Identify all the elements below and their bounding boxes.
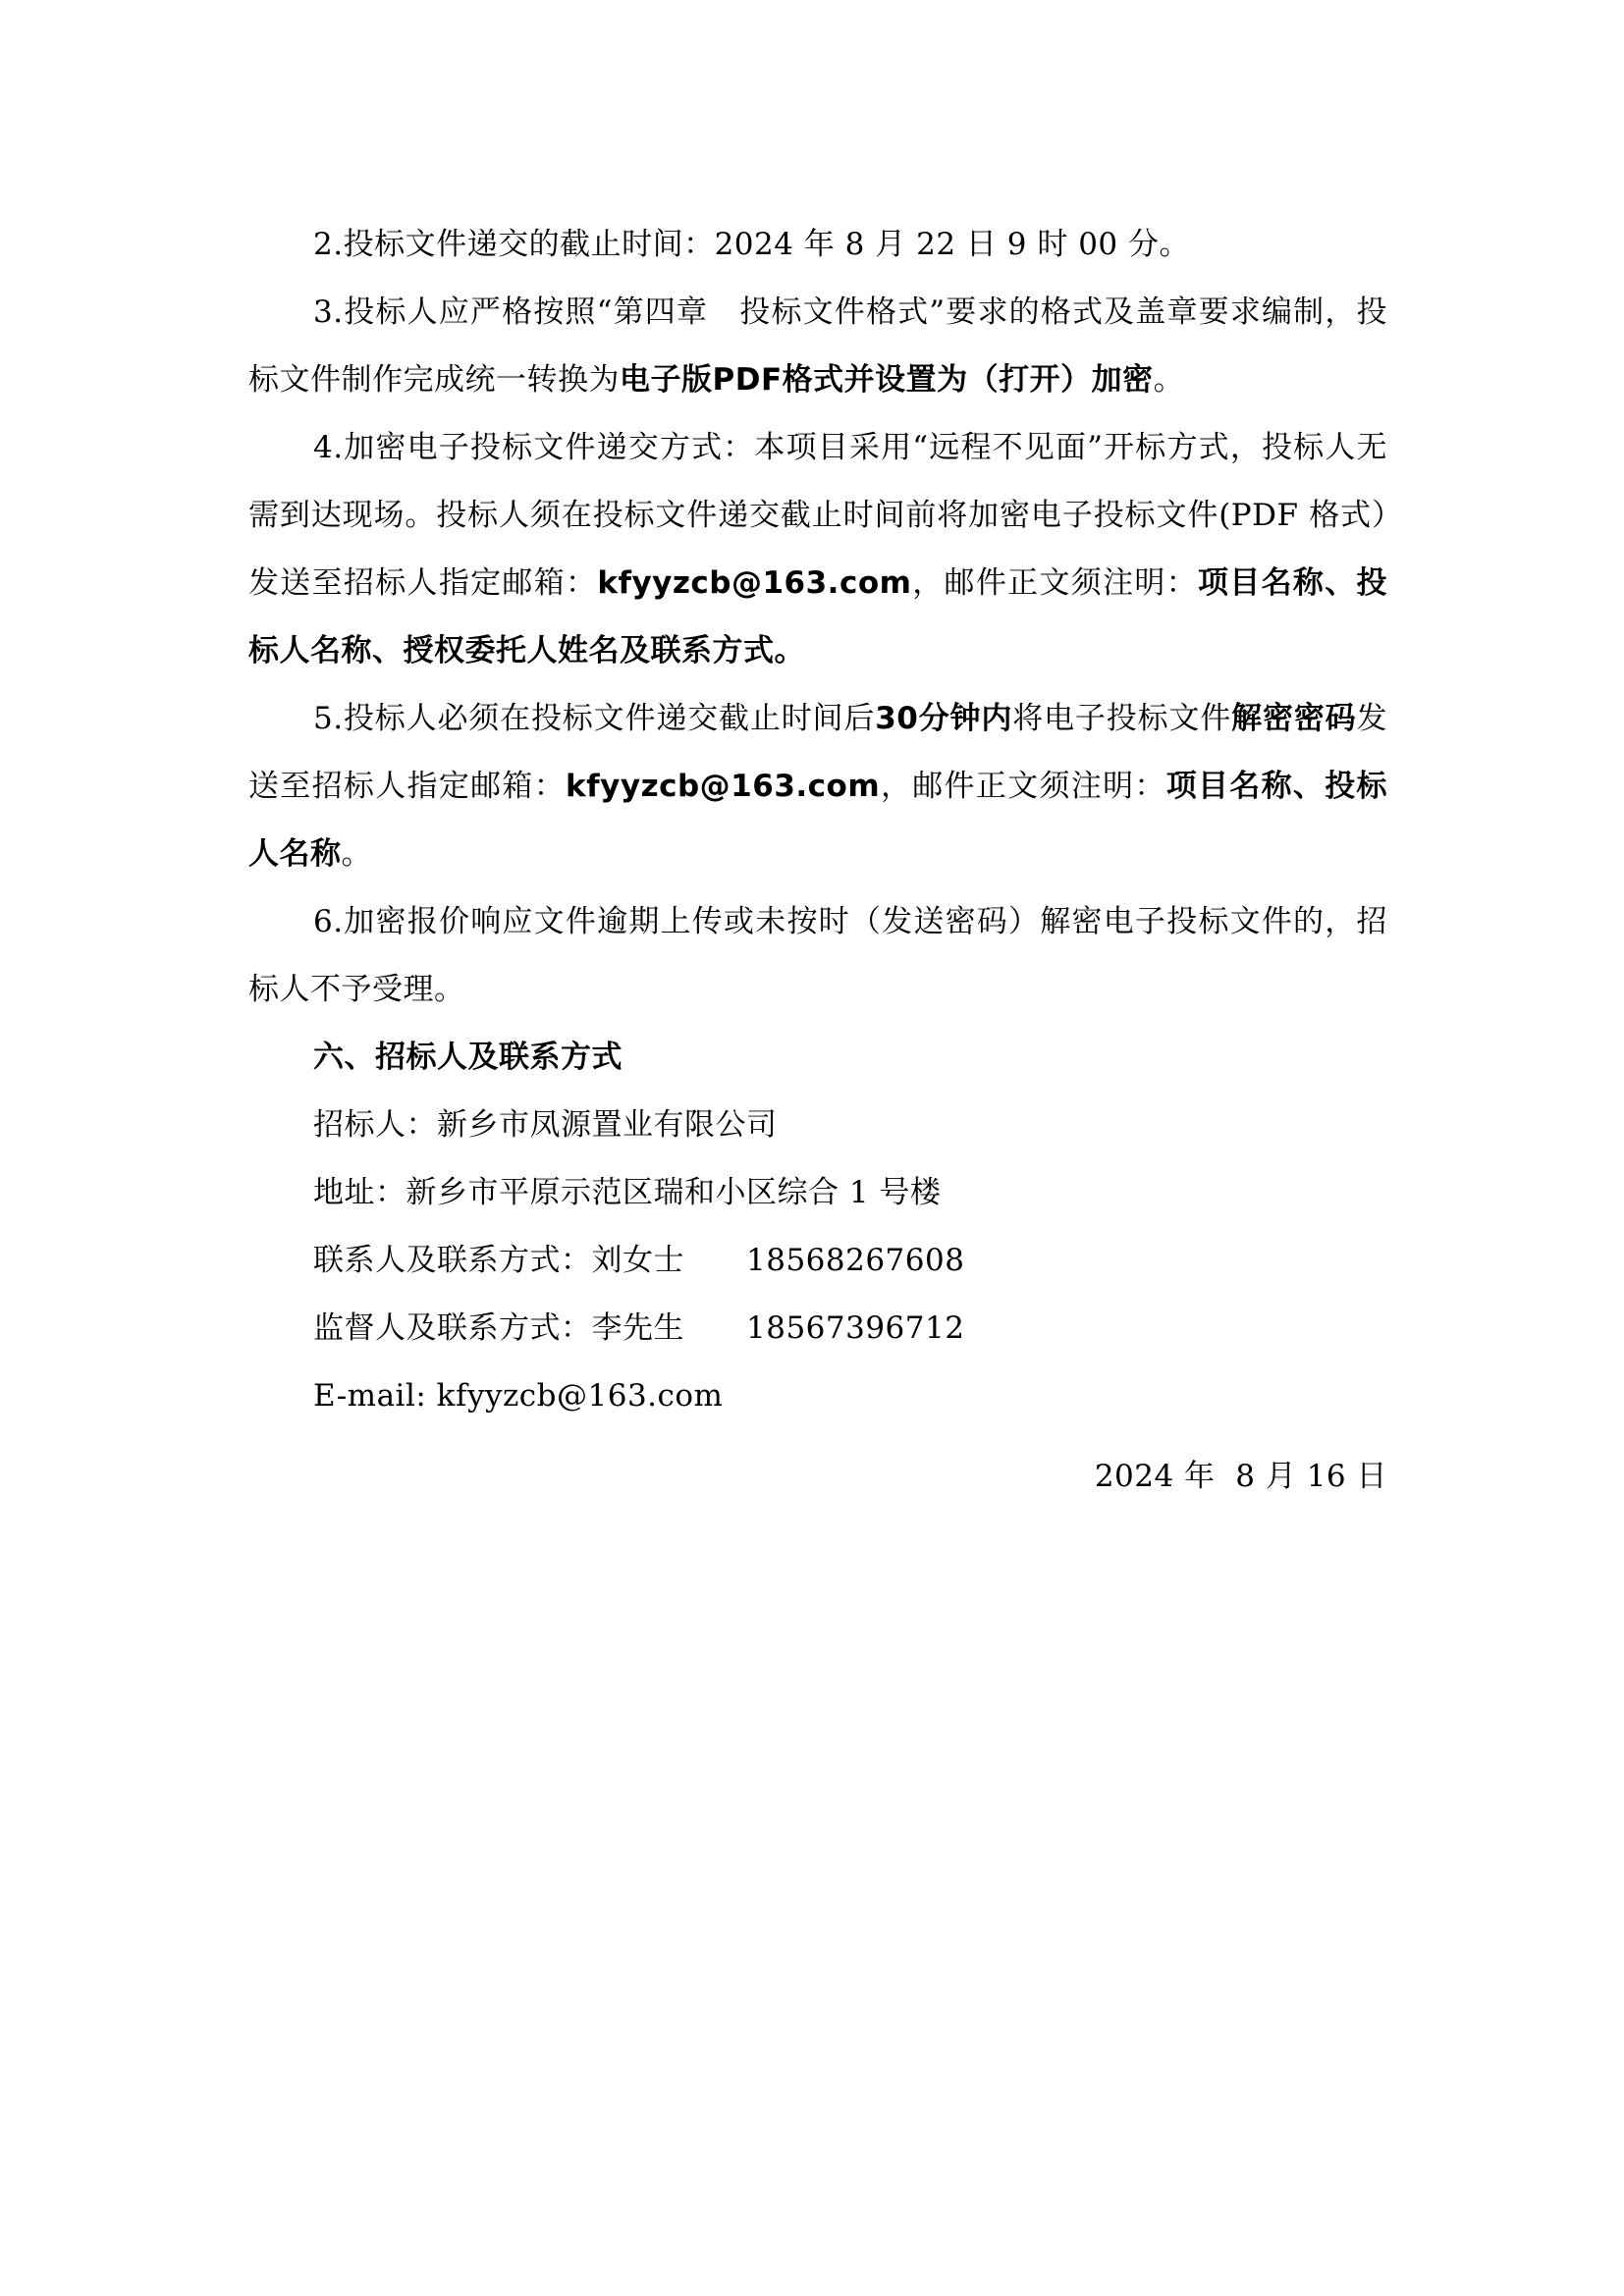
- item-4-text: 4.加密电子投标文件递交方式：本项目采用“远程不见面”开标方式，投标人无需到达现场。投标人须在投标文件递交截止时间前将加密电子投标文件(PDF 格式）发送至招标人指定邮箱：: [248, 430, 1387, 601]
- item-5-text-4: ，邮件正文须注明：: [880, 769, 1166, 804]
- item-3-text: 3.投标人应严格按照“第四章 投标文件格式”要求的格式及盖章要求编制，投标文件制作完成统一转换为: [248, 294, 1387, 398]
- item-5-text-2: 将电子投标文件: [1012, 701, 1232, 736]
- document-date: 2024 年 8 月 16 日: [1094, 1459, 1387, 1494]
- supervisor-line: 监督人及联系方式：李先生 18567396712: [313, 1310, 965, 1346]
- item-6-text: 6.加密报价响应文件逾期上传或未按时（发送密码）解密电子投标文件的，招标人不予受理。: [248, 904, 1387, 1007]
- item-5-bold-password: 解密密码: [1231, 701, 1357, 736]
- contact-line: 联系人及联系方式：刘女士 18568267608: [313, 1243, 965, 1278]
- item-5-end: 。: [341, 836, 372, 872]
- item-4-bold-text: 项目名称、投标人名称、授权委托人姓名及联系方式。: [248, 565, 1388, 668]
- tenderer-line: 招标人：新乡市凤源置业有限公司: [313, 1107, 778, 1143]
- item-5-bold-text: 项目名称、投标人名称: [248, 769, 1388, 872]
- item-5-bold-time: 30分钟内: [875, 701, 1013, 736]
- item-2-paragraph: [248, 211, 1387, 279]
- item-3-bold-text: 电子版PDF格式并设置为（打开）加密: [620, 362, 1154, 398]
- email-line: E-mail: kfyyzcb@163.com: [313, 1378, 724, 1414]
- item-5-paragraph: [248, 685, 1387, 888]
- item-4-email: kfyyzcb@163.com: [597, 565, 912, 601]
- item-4-paragraph: [248, 414, 1387, 685]
- item-4-text-2: ，邮件正文须注明：: [911, 565, 1198, 601]
- item-3-end: 。: [1153, 362, 1185, 398]
- item-5-text-3: 发送至招标人指定邮箱：: [248, 701, 1388, 804]
- document-body: [248, 211, 1387, 1430]
- item-6-paragraph: [248, 888, 1387, 1024]
- item-2-text: 2.投标文件递交的截止时间：2024 年 8 月 22 日 9 时 00 分。: [313, 227, 1190, 262]
- item-3-paragraph: [248, 279, 1387, 414]
- item-5-email: kfyyzcb@163.com: [566, 769, 881, 804]
- section-heading: 六、招标人及联系方式: [313, 1040, 623, 1075]
- address-line: 地址：新乡市平原示范区瑞和小区综合 1 号楼: [313, 1175, 942, 1210]
- item-5-text: 5.投标人必须在投标文件递交截止时间后: [313, 701, 876, 736]
